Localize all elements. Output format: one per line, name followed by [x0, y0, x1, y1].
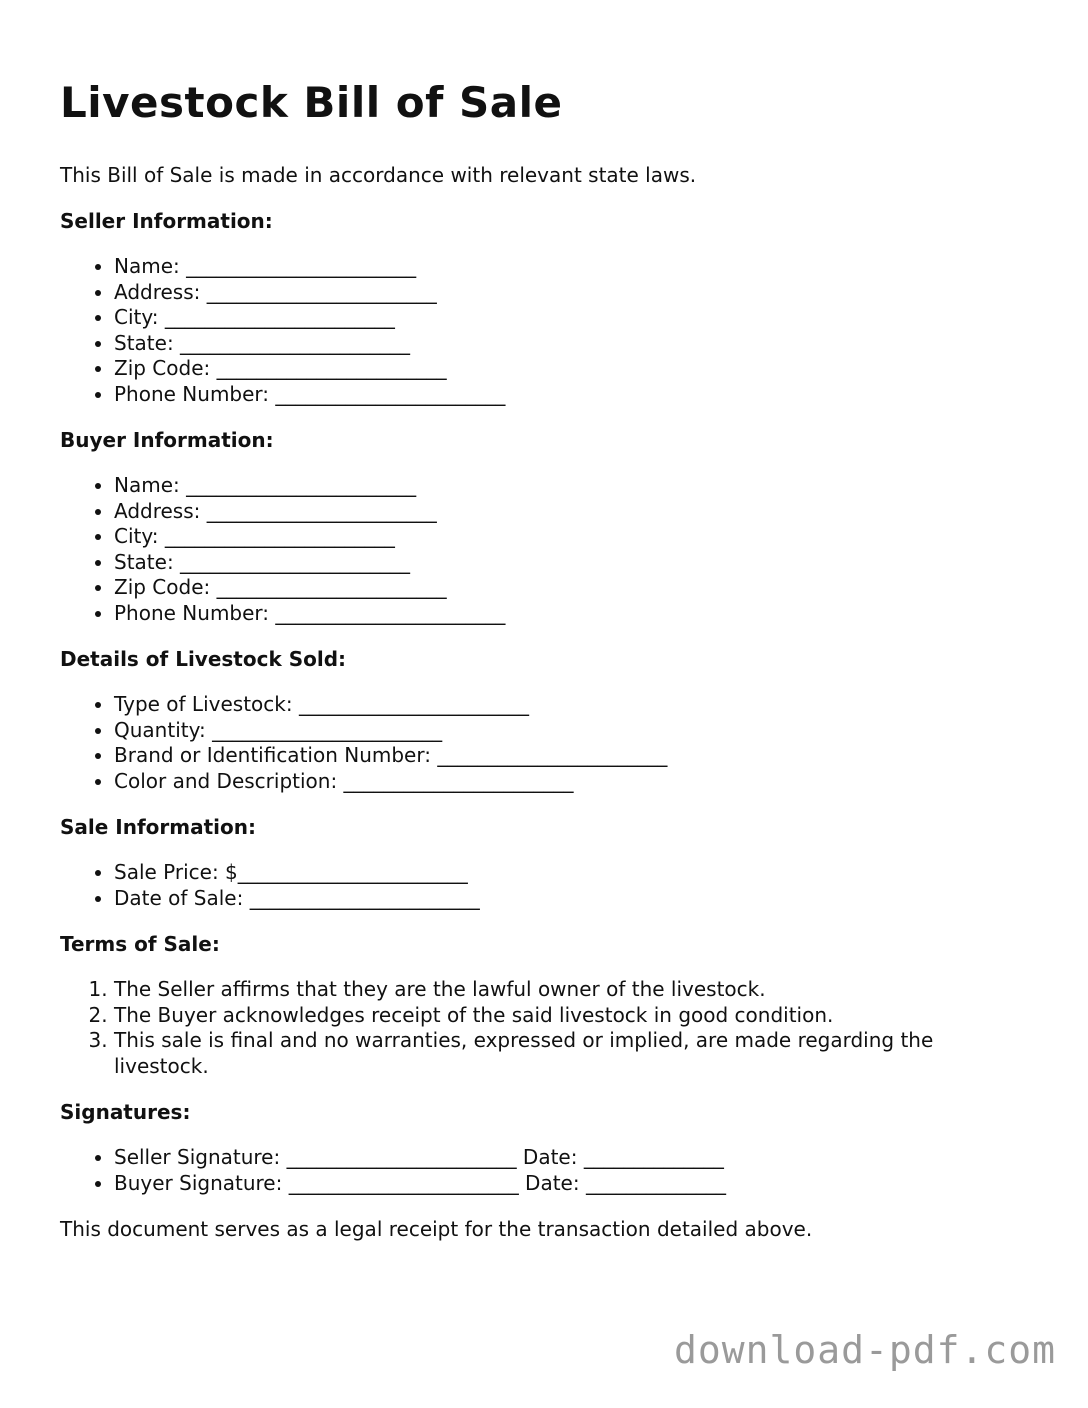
document-page — [60, 78, 1030, 1262]
seller-address-field: • Address: _______________________ — [114, 280, 1030, 306]
intro-text: This Bill of Sale is made in accordance with relevant state laws. — [60, 163, 697, 187]
seller-zip-field: • Zip Code: _______________________ — [114, 356, 1030, 382]
buyer-name-field: • Name: _______________________ — [114, 473, 1030, 499]
livestock-heading: Details of Livestock Sold: — [60, 647, 347, 671]
buyer-phone-field: • Phone Number: _______________________ — [114, 601, 1030, 627]
buyer-zip-field: • Zip Code: _______________________ — [114, 575, 1030, 601]
buyer-fields — [60, 473, 1030, 626]
livestock-color-field: • Color and Description: _______________________ — [114, 769, 1030, 795]
buyer-heading: Buyer Information: — [60, 428, 274, 452]
watermark: download-pdf.com — [673, 1328, 1056, 1372]
livestock-brand-field: • Brand or Identification Number: _______________________ — [114, 743, 1030, 769]
livestock-quantity-field: • Quantity: _______________________ — [114, 718, 1030, 744]
terms-list — [60, 977, 1030, 1079]
sale-price-field: • Sale Price: $_______________________ — [114, 860, 1030, 886]
sale-date-field: • Date of Sale: _______________________ — [114, 886, 1030, 912]
seller-phone-field: • Phone Number: _______________________ — [114, 382, 1030, 408]
buyer-signature-field: • Buyer Signature: _______________________ Date: ______________ — [114, 1171, 1030, 1197]
closing-text: This document serves as a legal receipt for the transaction detailed above. — [60, 1217, 813, 1241]
terms-item: 2. The Buyer acknowledges receipt of the said livestock in good condition. — [114, 1003, 1030, 1029]
buyer-state-field: • State: _______________________ — [114, 550, 1030, 576]
terms-heading: Terms of Sale: — [60, 932, 220, 956]
signature-fields — [60, 1145, 1030, 1196]
terms-item: 1. The Seller affirms that they are the lawful owner of the livestock. — [114, 977, 1030, 1003]
buyer-city-field: • City: _______________________ — [114, 524, 1030, 550]
seller-fields — [60, 254, 1030, 407]
livestock-fields — [60, 692, 1030, 794]
document-title: Livestock Bill of Sale — [60, 78, 563, 127]
seller-signature-field: • Seller Signature: _______________________ Date: ______________ — [114, 1145, 1030, 1171]
seller-name-field: • Name: _______________________ — [114, 254, 1030, 280]
signatures-heading: Signatures: — [60, 1100, 191, 1124]
seller-city-field: • City: _______________________ — [114, 305, 1030, 331]
sale-heading: Sale Information: — [60, 815, 256, 839]
livestock-type-field: • Type of Livestock: _______________________ — [114, 692, 1030, 718]
sale-fields — [60, 860, 1030, 911]
buyer-address-field: • Address: _______________________ — [114, 499, 1030, 525]
seller-heading: Seller Information: — [60, 209, 273, 233]
seller-state-field: • State: _______________________ — [114, 331, 1030, 357]
terms-item: 3. This sale is final and no warranties, expressed or implied, are made regarding the livestock. — [114, 1028, 1030, 1079]
